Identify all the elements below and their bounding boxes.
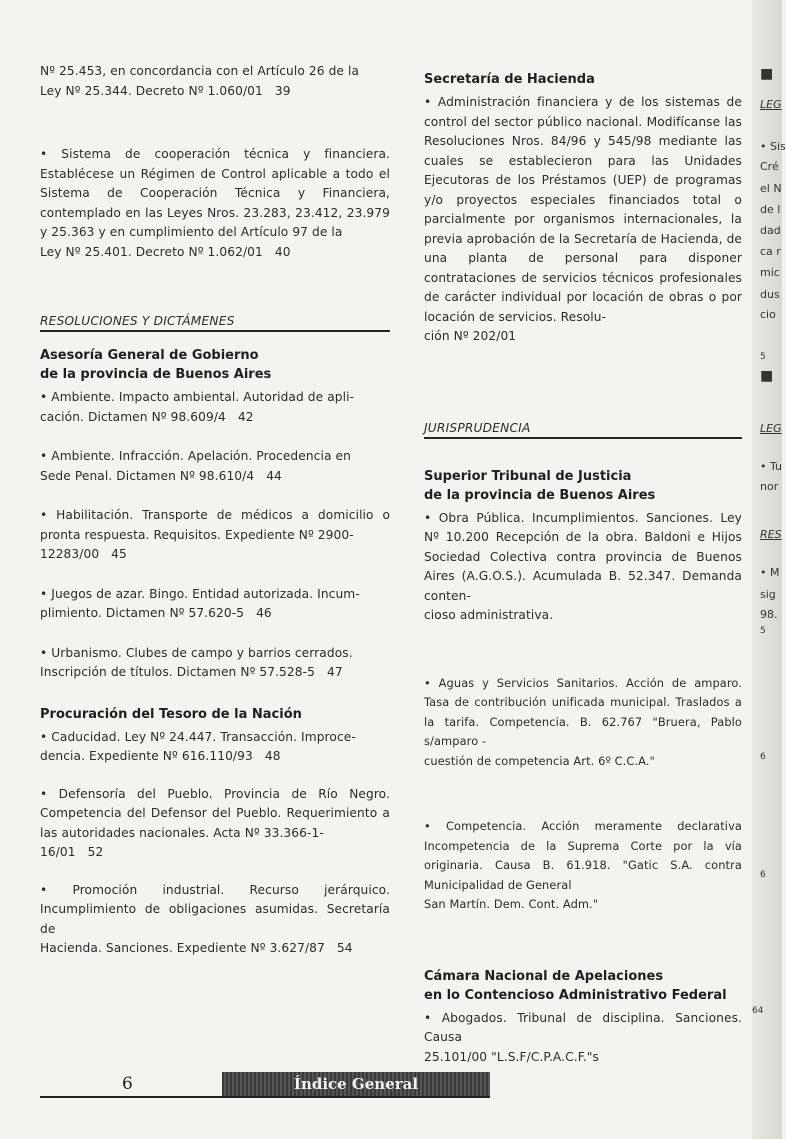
index-entry (40, 447, 390, 486)
entry-tail: cación. Dictamen Nº 98.609/4 (40, 409, 226, 424)
entry-tail: Ley Nº 25.344. Decreto Nº 1.060/01 (40, 83, 263, 98)
index-entry (40, 728, 390, 767)
left-column (40, 62, 390, 959)
entry-tail: Inscripción de títulos. Dictamen Nº 57.528-5 (40, 665, 315, 679)
entry-text: • Administración financiera y de los sistemas de control del sector público nacional. Modifícanse las Resoluciones Nros. 84/96 y 545/98 mediante las cuales se establecieron para las Unidades Ejecutoras de los Préstamos (UEP) de programas y/o proyectos especiales financiados total o parcialmente por organismos internacionales, la previa aprobación de la Secretaría de Hacienda, de una planta de personal para disponer contrataciones de servicios técnicos profesionales de carácter individual por locación de obras o por locación de servicios. Resolu- (424, 95, 742, 324)
entry-text: • Caducidad. Ley Nº 24.447. Transacción. Improce- (40, 729, 356, 744)
entry-text: • Abogados. Tribunal de disciplina. Sanciones. Causa (424, 1010, 742, 1044)
page-ref: 46 (256, 606, 272, 620)
page-ref: 40 (274, 244, 291, 259)
entry-tail: 12283/00 (40, 547, 100, 561)
index-entry (40, 881, 390, 959)
index-entry (40, 145, 390, 262)
page-footer (40, 1072, 490, 1098)
entry-tail: dencia. Expediente Nº 616.110/93 (40, 749, 253, 763)
entry-text: • Ambiente. Impacto ambiental. Autoridad de apli- (40, 390, 355, 404)
index-entry (424, 509, 742, 626)
index-entry (40, 785, 390, 863)
section-label: JURISPRUDENCIA (424, 421, 742, 439)
edge-text: • Tu (760, 460, 783, 473)
entry-tail: plimiento. Dictamen Nº 57.620-5 (40, 606, 245, 620)
edge-text: nor (760, 480, 779, 493)
page-fragment: 6 (760, 752, 766, 762)
square-bullet-icon: ■ (760, 368, 774, 384)
edge-text: RES (760, 528, 782, 541)
page-ref: 42 (237, 409, 254, 424)
page-ref: 45 (111, 547, 127, 561)
edge-text: LEG (760, 98, 782, 111)
entry-text: • Obra Pública. Incumplimientos. Sanciones. Ley Nº 10.200 Recepción de la obra. Baldoni e Hijos Sociedad Colectiva contra provincia de Buenos Aires (A.G.O.S.). Acumulada B. 52.347. Demanda conten- (424, 510, 742, 603)
page-ref: 39 (274, 83, 291, 98)
entry-text: • Juegos de azar. Bingo. Entidad autorizada. Incum- (40, 586, 360, 601)
index-entry (424, 93, 742, 347)
edge-text: el N (760, 182, 782, 195)
page-number: 6 (122, 1074, 133, 1094)
edge-text: Cré (760, 160, 779, 173)
page-fragment: 6 (760, 870, 766, 880)
edge-text: 98. (760, 608, 778, 621)
page-fragment: 5 (760, 626, 766, 636)
edge-text: dad (760, 224, 781, 237)
index-entry (424, 1009, 742, 1068)
page-ref: 44 (266, 468, 282, 483)
entry-text: Nº 25.453, en concordancia con el Artículo 26 de la (40, 64, 360, 78)
edge-text: cio (760, 308, 776, 321)
index-entry (40, 388, 390, 427)
entry-text: • Ambiente. Infracción. Apelación. Procedencia en (40, 449, 351, 463)
edge-text: • Sis (760, 140, 786, 153)
edge-text: dus (760, 288, 780, 301)
index-entry (424, 674, 742, 772)
entry-tail: 25.101/00 "L.S.F/C.P.A.C.F."s (424, 1049, 599, 1064)
middle-column (424, 62, 742, 1095)
entry-tail: ción Nº 202/01 (424, 329, 517, 343)
entry-text: • Defensoría del Pueblo. Provincia de Río Negro. Competencia del Defensor del Pueblo. Requerimiento a las autoridades nacionales. Acta Nº 33.366-1- (40, 786, 390, 840)
entry-tail: Sede Penal. Dictamen Nº 98.610/4 (40, 468, 255, 483)
entry-text: • Urbanismo. Clubes de campo y barrios cerrados. (40, 645, 353, 660)
index-entry (424, 817, 742, 915)
group-heading: Cámara Nacional de Apelaciones en lo Contencioso Administrativo Federal (424, 968, 727, 1003)
entry-tail: cioso administrativa. (424, 608, 554, 622)
index-entry (40, 585, 390, 624)
entry-tail: cuestión de competencia Art. 6º C.C.A." (424, 753, 655, 768)
page-ref: 54 (336, 941, 353, 955)
group-heading: Secretaría de Hacienda (424, 72, 595, 87)
edge-text: mic (760, 266, 780, 279)
group-heading: Procuración del Tesoro de la Nación (40, 706, 302, 722)
index-entry (40, 506, 390, 565)
entry-tail: Hacienda. Sanciones. Expediente Nº 3.627/87 (40, 941, 325, 955)
entry-tail: 16/01 (40, 845, 76, 859)
entry-text: • Promoción industrial. Recurso jerárquico. Incumplimiento de obligaciones asumidas. Secretaría de (40, 882, 390, 936)
page-fragment: 5 (760, 352, 766, 362)
entry-tail: Ley Nº 25.401. Decreto Nº 1.062/01 (40, 244, 263, 259)
edge-text: LEG (760, 422, 782, 435)
index-entry (40, 62, 390, 101)
group-heading: Asesoría General de Gobierno de la provincia de Buenos Aires (40, 348, 272, 382)
edge-text: de l (760, 203, 781, 216)
page-ref: 52 (87, 845, 104, 859)
edge-text: sig (760, 588, 776, 601)
page-ref: 47 (326, 665, 343, 679)
edge-text: ca r (760, 245, 781, 258)
entry-text: • Aguas y Servicios Sanitarios. Acción de amparo. Tasa de contribución unificada municipal. Traslados a la tarifa. Competencia. B. 62.767 "Bruera, Pablo s/amparo - (424, 675, 742, 748)
index-entry (40, 644, 390, 683)
page-ref: 48 (264, 749, 281, 763)
entry-text: • Sistema de cooperación técnica y financiera. Establécese un Régimen de Control aplicable a todo el Sistema de Cooperación Técnica y Financiera, contemplado en las Leyes Nros. 23.283, 23.412, 23.979 y 25.363 y en cumplimiento del Artículo 97 de la (40, 147, 390, 239)
footer-title: Índice General (293, 1075, 419, 1093)
edge-text: • M (760, 566, 780, 579)
adjacent-page-edge (752, 0, 786, 1139)
entry-text: • Competencia. Acción meramente declarativa Incompetencia de la Suprema Corte por la vía originaria. Causa B. 61.918. "Gatic S.A. contra Municipalidad de General (424, 819, 742, 892)
page-fragment: 64 (752, 1006, 764, 1016)
section-label: RESOLUCIONES Y DICTÁMENES (40, 314, 390, 332)
square-bullet-icon: ■ (760, 66, 774, 82)
footer-title-bar (222, 1072, 490, 1096)
entry-text: • Habilitación. Transporte de médicos a domicilio o pronta respuesta. Requisitos. Expediente Nº 2900- (40, 508, 390, 542)
group-heading: Superior Tribunal de Justicia de la provincia de Buenos Aires (424, 468, 656, 503)
entry-tail: San Martín. Dem. Cont. Adm." (424, 897, 599, 911)
